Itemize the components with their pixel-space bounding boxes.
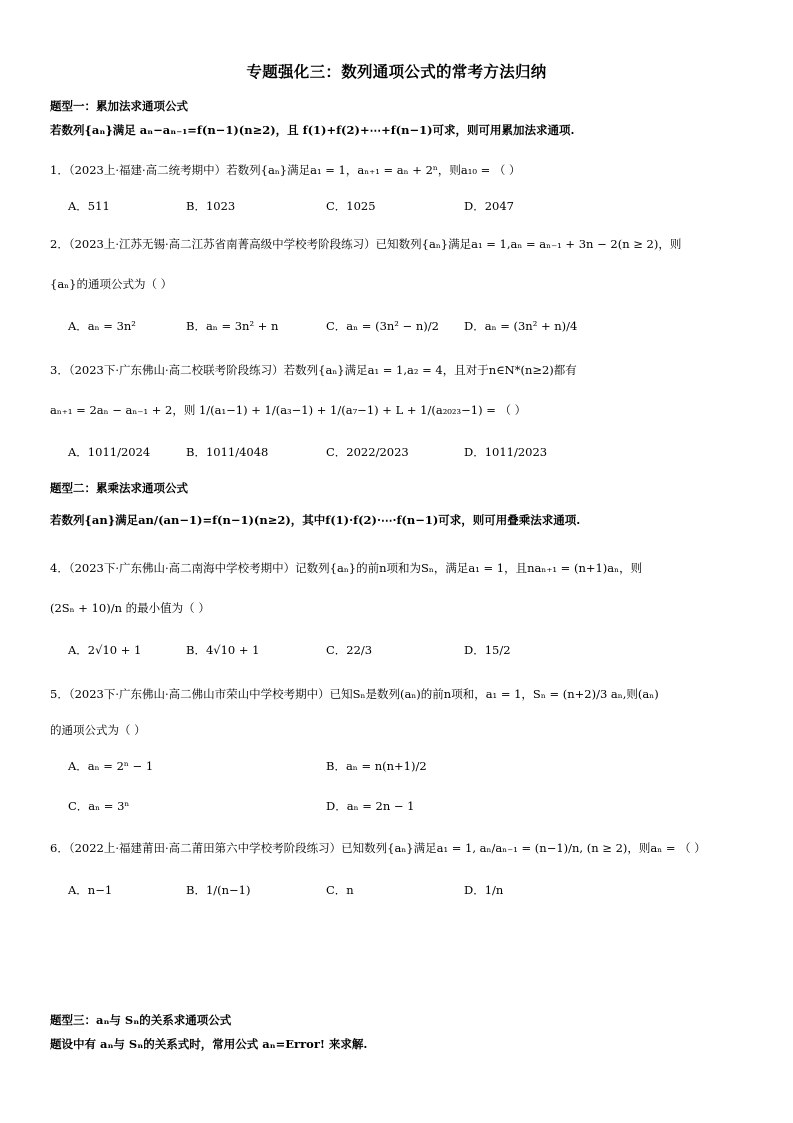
section-desc-3: 题设中有 aₙ与 Sₙ的关系式时，常用公式 aₙ=Error! 来求解. xyxy=(50,1037,368,1051)
section-desc-2: 若数列{an}满足an/(an−1)=f(n−1)(n≥2)，其中f(1)·f(2)·⋯·f(n−1)可求，则可用叠乘法求通项. xyxy=(50,513,581,527)
q6-option-d: D．1/n xyxy=(464,883,504,897)
question-3-stem-line2: aₙ₊₁ = 2aₙ − aₙ₋₁ + 2，则 1/(a₁−1) + 1/(a₃−1) + 1/(a₇−1) + L + 1/(a₂₀₂₃−1) = （ ） xyxy=(50,403,527,417)
q1-option-d: D．2047 xyxy=(464,199,514,213)
q3-option-c: C．2022/2023 xyxy=(326,445,409,459)
q1-option-b: B．1023 xyxy=(186,199,236,213)
q4-option-d: D．15/2 xyxy=(464,643,511,657)
q4-option-a: A．2√10 + 1 xyxy=(68,643,142,657)
question-4-stem-line2: (2Sₙ + 10)/n 的最小值为（ ） xyxy=(50,601,210,615)
question-4-stem-line1: 4．（2023下·广东佛山·高二南海中学校考期中）记数列{aₙ}的前n项和为Sₙ，满足a₁ = 1，且naₙ₊₁ = (n+1)aₙ，则 xyxy=(50,561,643,575)
q2-option-d: D．aₙ = (3n² + n)/4 xyxy=(464,319,578,333)
q3-option-d: D．1011/2023 xyxy=(464,445,548,459)
q5-option-d: D．aₙ = 2n − 1 xyxy=(326,799,415,813)
section-heading-2: 题型二：累乘法求通项公式 xyxy=(50,481,188,495)
question-1-stem: 1．（2023上·福建·高二统考期中）若数列{aₙ}满足a₁ = 1，aₙ₊₁ = aₙ + 2ⁿ，则a₁₀ = （ ） xyxy=(50,163,521,177)
question-3-stem-line1: 3．（2023下·广东佛山·高二校联考阶段练习）若数列{aₙ}满足a₁ = 1,a₂ = 4，且对于n∈N*(n≥2)都有 xyxy=(50,363,577,377)
q6-option-b: B．1/(n−1) xyxy=(186,883,251,897)
q3-option-a: A．1011/2024 xyxy=(68,445,151,459)
page-title: 专题强化三：数列通项公式的常考方法归纳 xyxy=(246,62,547,81)
q3-option-b: B．1011/4048 xyxy=(186,445,269,459)
q5-option-b: B．aₙ = n(n+1)/2 xyxy=(326,759,427,773)
question-6-stem: 6．（2022上·福建莆田·高二莆田第六中学校考阶段练习）已知数列{aₙ}满足a₁ = 1, aₙ/aₙ₋₁ = (n−1)/n, (n ≥ 2)，则aₙ = （ ） xyxy=(50,841,706,855)
q5-option-c: C．aₙ = 3ⁿ xyxy=(68,799,130,813)
q4-option-c: C．22/3 xyxy=(326,643,373,657)
question-5-stem-line1: 5．（2023下·广东佛山·高二佛山市荣山中学校考期中）已知Sₙ是数列(aₙ)的前n项和，a₁ = 1，Sₙ = (n+2)/3 aₙ,则(aₙ) xyxy=(50,687,659,701)
section-desc-1: 若数列{aₙ}满足 aₙ−aₙ₋₁=f(n−1)(n≥2)，且 f(1)+f(2)+⋯+f(n−1)可求，则可用累加法求通项. xyxy=(50,123,575,137)
section-heading-3: 题型三：aₙ与 Sₙ的关系求通项公式 xyxy=(50,1013,232,1027)
q2-option-b: B．aₙ = 3n² + n xyxy=(186,319,279,333)
q6-option-c: C．n xyxy=(326,883,354,897)
section-heading-1: 题型一：累加法求通项公式 xyxy=(50,99,188,113)
question-2-stem-line2: {aₙ}的通项公式为（ ） xyxy=(50,277,173,291)
q2-option-c: C．aₙ = (3n² − n)/2 xyxy=(326,319,439,333)
q1-option-c: C．1025 xyxy=(326,199,376,213)
q4-option-b: B．4√10 + 1 xyxy=(186,643,260,657)
q2-option-a: A．aₙ = 3n² xyxy=(68,319,136,333)
q1-option-a: A．511 xyxy=(68,199,110,213)
question-5-stem-line2: 的通项公式为（ ） xyxy=(50,723,146,737)
q5-option-a: A．aₙ = 2ⁿ − 1 xyxy=(68,759,154,773)
q6-option-a: A．n−1 xyxy=(68,883,113,897)
question-2-stem-line1: 2．（2023上·江苏无锡·高二江苏省南菁高级中学校考阶段练习）已知数列{aₙ}满足a₁ = 1,aₙ = aₙ₋₁ + 3n − 2(n ≥ 2)，则 xyxy=(50,237,682,251)
